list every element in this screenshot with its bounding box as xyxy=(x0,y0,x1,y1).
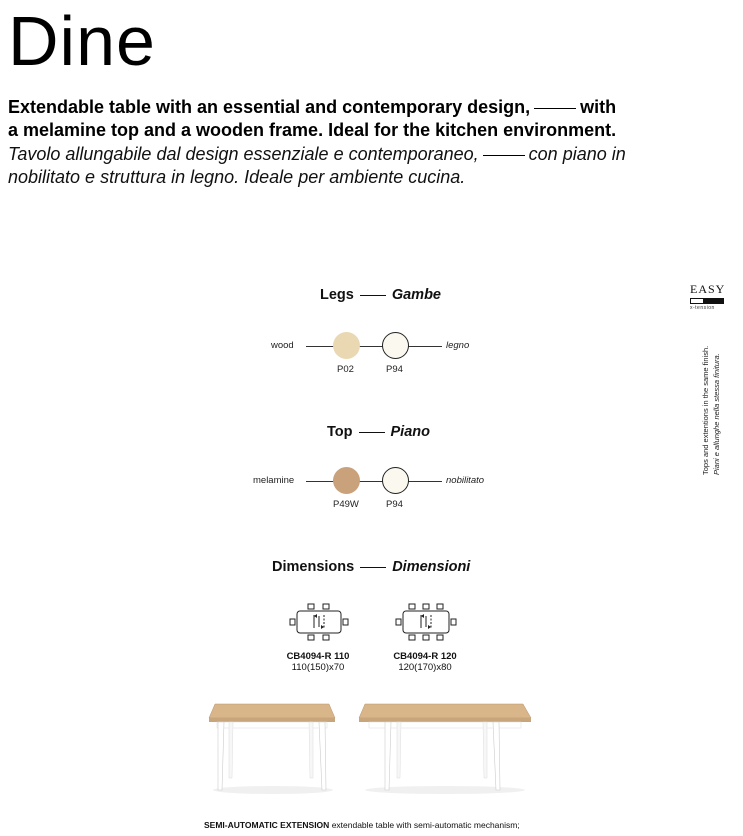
side-note xyxy=(700,325,730,475)
swatch-legs-p02[interactable] xyxy=(333,332,360,359)
dash-divider xyxy=(483,155,525,156)
legs-connector-line xyxy=(306,346,442,347)
easy-logo-bar xyxy=(690,298,728,304)
title-separator xyxy=(360,295,386,296)
dimensions-title-it: Dimensioni xyxy=(392,559,471,575)
top-section-title xyxy=(327,424,430,440)
footer-note xyxy=(204,820,520,830)
legs-label-en: wood xyxy=(271,340,294,351)
top-label-it: nobilitato xyxy=(446,475,485,486)
swatch-legs-p94[interactable] xyxy=(382,332,409,359)
product-title: Dine xyxy=(8,2,156,80)
side-note-it: Piani e allunghe nella stessa finitura. xyxy=(712,353,721,475)
side-note-en: Tops and extentions in the same finish. xyxy=(701,345,710,475)
legs-code-p94: P94 xyxy=(386,364,403,375)
swatch-top-p94[interactable] xyxy=(382,467,409,494)
swatch-top-p49w[interactable] xyxy=(333,467,360,494)
dimensions-section-title xyxy=(272,559,470,575)
model-size-110: 110(150)x70 xyxy=(291,662,345,673)
dimensions-title-en: Dimensions xyxy=(272,559,355,575)
model-code-120: CB4094-R 120 xyxy=(393,651,457,662)
title-separator xyxy=(359,432,385,433)
legs-section-title xyxy=(320,287,441,303)
desc-en-part1: Extendable table with an essential and contemporary design, xyxy=(8,97,531,117)
table-110-plan-icon xyxy=(288,603,350,641)
easy-logo-word: EASY xyxy=(690,282,726,296)
top-connector-line xyxy=(306,481,442,482)
desc-it-part2: con piano in xyxy=(528,144,626,164)
model-code-110: CB4094-R 110 xyxy=(286,651,350,662)
footer-text: extendable table with semi-automatic mechanism; xyxy=(331,820,520,830)
top-label-en: melamine xyxy=(253,475,295,486)
footer-bold: SEMI-AUTOMATIC EXTENSION xyxy=(204,820,330,830)
model-size-120: 120(170)x80 xyxy=(398,662,452,673)
easy-logo-sub: x-tension xyxy=(690,305,715,311)
table-120-illustration xyxy=(355,700,535,796)
legs-code-p02: P02 xyxy=(337,364,354,375)
desc-en-line2: a melamine top and a wooden frame. Ideal for the kitchen environment. xyxy=(8,120,617,140)
description-italian xyxy=(8,143,728,189)
table-110-illustration xyxy=(205,700,340,796)
top-code-p49w: P49W xyxy=(333,499,359,510)
legs-title-it: Gambe xyxy=(391,287,442,303)
dash-divider xyxy=(534,108,576,109)
title-separator xyxy=(360,567,386,568)
top-title-en: Top xyxy=(327,424,353,440)
description-english xyxy=(8,96,728,142)
legs-title-en: Legs xyxy=(320,287,354,303)
desc-it-part1: Tavolo allungabile dal design essenziale e contemporaneo, xyxy=(8,144,479,164)
legs-label-it: legno xyxy=(446,340,470,351)
top-code-p94: P94 xyxy=(386,499,403,510)
top-title-it: Piano xyxy=(390,424,430,440)
easy-xtension-logo xyxy=(690,282,728,311)
table-120-plan-icon xyxy=(394,603,458,641)
desc-en-part2: with xyxy=(580,97,617,117)
desc-it-line2: nobilitato e struttura in legno. Ideale per ambiente cucina. xyxy=(8,167,466,187)
